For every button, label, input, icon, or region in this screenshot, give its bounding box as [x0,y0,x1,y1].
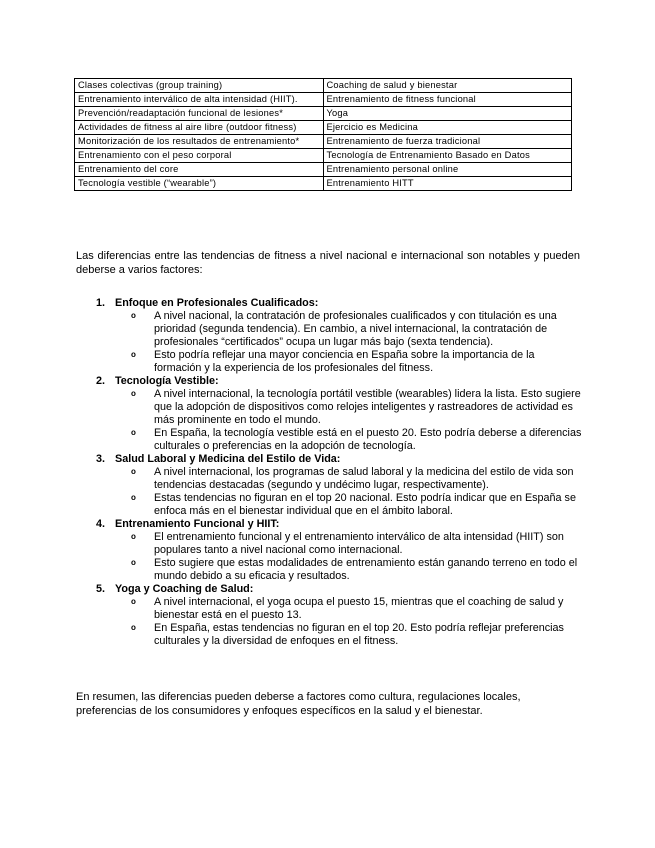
factor-title: Yoga y Coaching de Salud: [115,583,254,595]
table-cell-national: Entrenamiento del core [75,163,324,177]
factor-number: 4. [96,518,106,530]
list-item: o Estas tendencias no figuran en el top 20 nacional. Esto podría indicar que en España se enfoca más en el bienestar individual que en el ámbito laboral. [154,492,582,518]
list-item: o Esto podría reflejar una mayor conciencia en España sobre la importancia de la formación y la experiencia de los profesionales del fitness. [154,349,582,375]
list-item: o A nivel internacional, el yoga ocupa el puesto 15, mientras que el coaching de salud y bienestar está en el puesto 13. [154,596,582,622]
table-cell-international: Tecnología de Entrenamiento Basado en Datos [323,149,572,163]
factor-title: Entrenamiento Funcional y HIIT: [115,518,280,530]
factor-points [96,310,582,375]
table-cell-national: Entrenamiento interválico de alta intensidad (HIIT). [75,93,324,107]
factor-points [96,466,582,518]
factors-list [96,297,582,648]
intro-paragraph: Las diferencias entre las tendencias de fitness a nivel nacional e internacional son notables y pueden deberse a varios factores: [76,250,580,276]
table-cell-international: Entrenamiento de fitness funcional [323,93,572,107]
table-cell-international: Entrenamiento HITT [323,177,572,191]
factor-item [96,297,582,375]
factor-points [96,596,582,648]
table-row [75,79,572,93]
factor-number: 3. [96,453,106,465]
factor-heading [96,453,582,466]
factor-item [96,375,582,453]
factor-heading [96,583,582,596]
factor-heading [96,375,582,388]
list-item: o A nivel internacional, la tecnología portátil vestible (wearables) lidera la lista. Esto sugiere que la adopción de dispositivos como relojes inteligentes y rastreadores de actividad es más prominente en todo el mundo. [154,388,582,427]
table-cell-national: Tecnología vestible (“wearable”) [75,177,324,191]
factor-number: 5. [96,583,106,595]
factor-title: Enfoque en Profesionales Cualificados: [115,297,319,309]
list-item: o A nivel internacional, los programas de salud laboral y la medicina del estilo de vida son tendencias destacadas (segundo y undécimo lugar, respectivamente). [154,466,582,492]
list-item: o El entrenamiento funcional y el entrenamiento interválico de alta intensidad (HIIT) son populares tanto a nivel nacional como internacional. [154,531,582,557]
table-row [75,135,572,149]
factor-title: Tecnología Vestible: [115,375,219,387]
table-cell-national: Prevención/readaptación funcional de lesiones* [75,107,324,121]
factor-item [96,518,582,583]
table-row [75,177,572,191]
table-cell-national: Clases colectivas (group training) [75,79,324,93]
closing-paragraph: En resumen, las diferencias pueden deberse a factores como cultura, regulaciones locales, preferencias de los consumidores y enfoques específicos en la salud y el bienestar. [76,691,521,717]
table-cell-international: Entrenamiento personal online [323,163,572,177]
table-cell-national: Actividades de fitness al aire libre (outdoor fitness) [75,121,324,135]
factor-item [96,453,582,518]
list-item: o Esto sugiere que estas modalidades de entrenamiento están ganando terreno en todo el mundo debido a su eficacia y resultados. [154,557,582,583]
factor-number: 1. [96,297,106,309]
factor-heading [96,518,582,531]
factor-points [96,531,582,583]
list-item: o En España, estas tendencias no figuran en el top 20. Esto podría reflejar preferencias culturales y la diversidad de enfoques en el fitness. [154,622,582,648]
table-cell-international: Coaching de salud y bienestar [323,79,572,93]
list-item: o A nivel nacional, la contratación de profesionales cualificados y con titulación es una prioridad (segunda tendencia). En cambio, a nivel internacional, la contratación de profesionales “certificados” ocupa un lugar más bajo (sexta tendencia). [154,310,582,349]
table-cell-international: Ejercicio es Medicina [323,121,572,135]
table-cell-international: Entrenamiento de fuerza tradicional [323,135,572,149]
table-row [75,93,572,107]
factor-item [96,583,582,648]
table-row [75,149,572,163]
table-row [75,107,572,121]
table-cell-national: Monitorización de los resultados de entrenamiento* [75,135,324,149]
table-row [75,163,572,177]
factor-points [96,388,582,453]
table-cell-national: Entrenamiento con el peso corporal [75,149,324,163]
list-item: o En España, la tecnología vestible está en el puesto 20. Esto podría deberse a diferencias culturales o preferencias en la adopción de tecnología. [154,427,582,453]
factor-number: 2. [96,375,106,387]
factor-heading [96,297,582,310]
table-row [75,121,572,135]
trends-table [74,78,572,191]
table-cell-international: Yoga [323,107,572,121]
factor-title: Salud Laboral y Medicina del Estilo de Vida: [115,453,341,465]
